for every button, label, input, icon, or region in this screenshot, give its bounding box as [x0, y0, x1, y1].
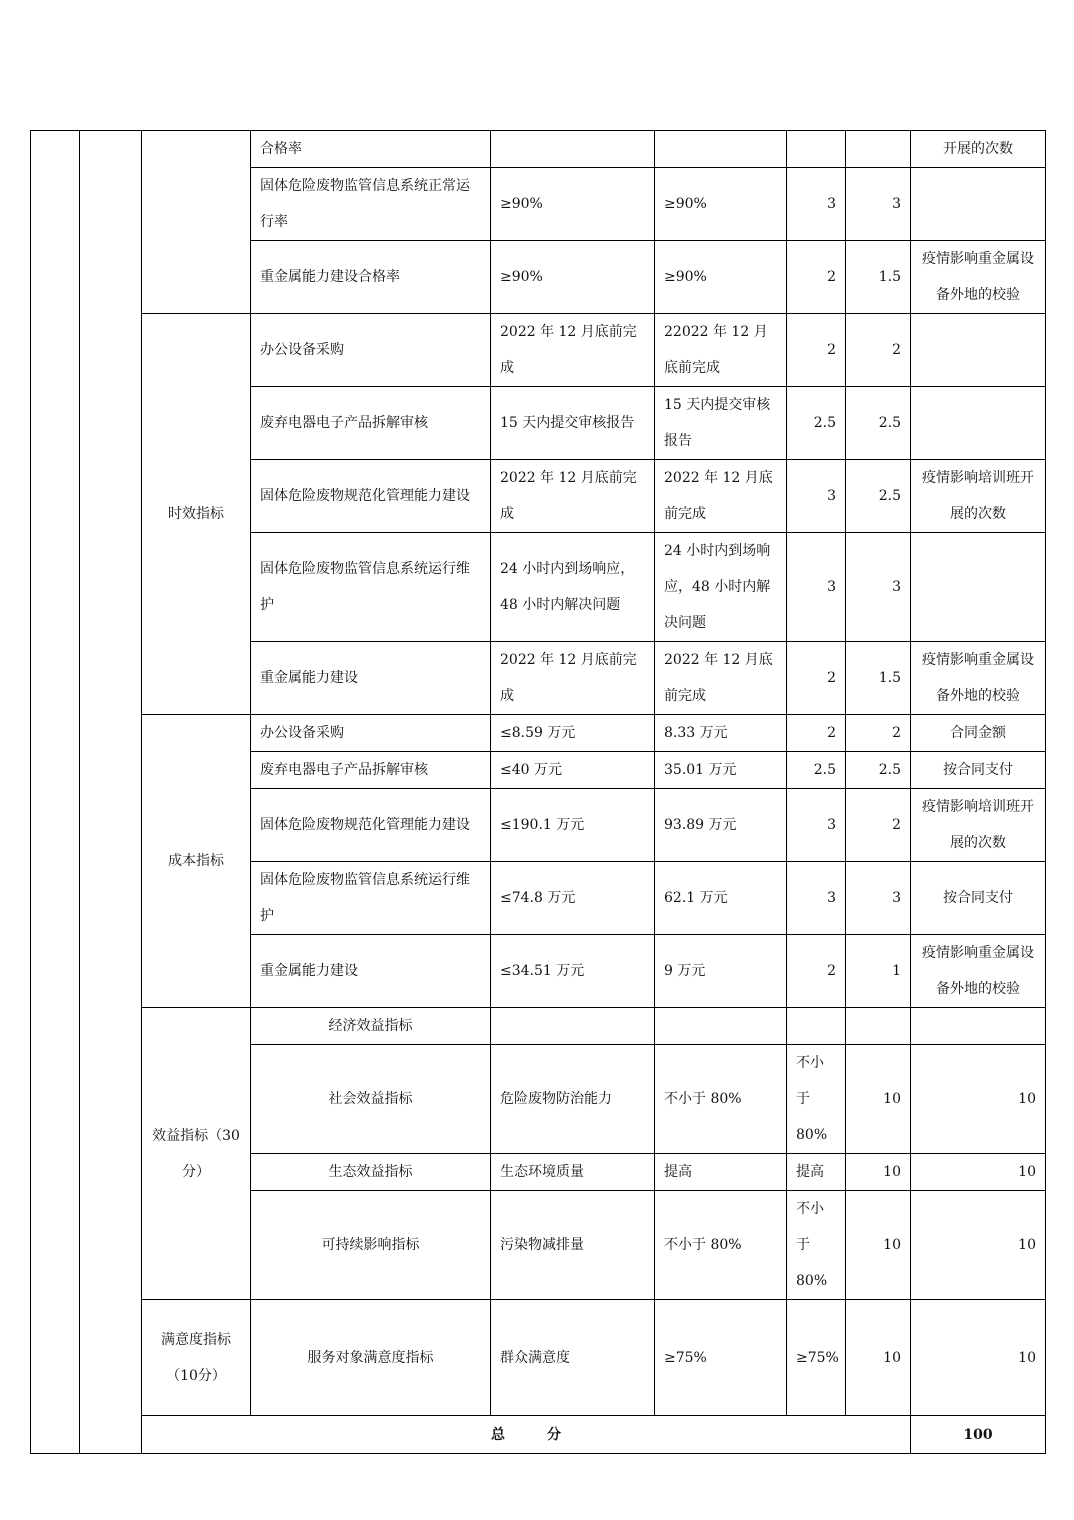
score-cell: 10 [911, 1154, 1046, 1191]
indicator-cell: 重金属能力建设 [251, 642, 491, 715]
weight-cell: 3 [787, 862, 846, 935]
category-cell: 经济效益指标 [251, 1008, 491, 1045]
actual-cell [655, 131, 787, 168]
category-cell: 社会效益指标 [251, 1045, 491, 1154]
indicator-cell: 污染物减排量 [491, 1191, 655, 1300]
score-cell: 2.5 [846, 752, 911, 789]
table-row [31, 131, 1046, 168]
actual-cell: 不小于 80% [787, 1191, 846, 1300]
target-cell: ≥75% [655, 1300, 787, 1416]
score-cell: 10 [911, 1191, 1046, 1300]
target-cell: 不小于 80% [655, 1045, 787, 1154]
actual-cell: 24 小时内到场响应，48 小时内解决问题 [655, 533, 787, 642]
weight-cell: 3 [787, 460, 846, 533]
target-cell [491, 131, 655, 168]
score-cell: 2.5 [846, 460, 911, 533]
score-cell: 1.5 [846, 241, 911, 314]
actual-cell: 2022 年 12 月底前完成 [655, 460, 787, 533]
indicator-cell: 废弃电器电子产品拆解审核 [251, 752, 491, 789]
category-cell: 时效指标 [142, 314, 251, 715]
indicator-cell: 合格率 [251, 131, 491, 168]
table-row [31, 715, 1046, 752]
total-label: 总 分 [142, 1416, 911, 1454]
note-cell [911, 168, 1046, 241]
note-cell [911, 314, 1046, 387]
actual-cell: 93.89 万元 [655, 789, 787, 862]
actual-cell: 2022 年 12 月底前完成 [655, 642, 787, 715]
actual-cell: 提高 [787, 1154, 846, 1191]
table-row [31, 1008, 1046, 1045]
score-cell: 10 [911, 1045, 1046, 1154]
weight-cell: 2 [787, 314, 846, 387]
score-cell [846, 131, 911, 168]
weight-cell: 10 [846, 1045, 911, 1154]
target-cell: 2022 年 12 月底前完成 [491, 642, 655, 715]
level1-cell [31, 131, 80, 1454]
score-cell: 2.5 [846, 387, 911, 460]
weight-cell: 3 [787, 168, 846, 241]
actual-cell: 62.1 万元 [655, 862, 787, 935]
actual-cell: 9 万元 [655, 935, 787, 1008]
actual-cell: 22022 年 12 月底前完成 [655, 314, 787, 387]
target-cell: ≤40 万元 [491, 752, 655, 789]
weight-cell: 2 [787, 715, 846, 752]
note-cell: 疫情影响重金属设备外地的校验 [911, 241, 1046, 314]
note-cell: 疫情影响重金属设备外地的校验 [911, 642, 1046, 715]
performance-table [30, 130, 1046, 1454]
indicator-cell: 群众满意度 [491, 1300, 655, 1416]
note-cell: 开展的次数 [911, 131, 1046, 168]
note-cell: 疫情影响培训班开展的次数 [911, 460, 1046, 533]
table-row [31, 1300, 1046, 1416]
score-cell: 1.5 [846, 642, 911, 715]
weight-cell: 10 [846, 1154, 911, 1191]
weight-cell: 3 [787, 533, 846, 642]
total-weight: 100 [911, 1416, 1046, 1454]
group-cell: 满意度指标（10分） [142, 1300, 251, 1416]
score-cell: 2 [846, 715, 911, 752]
weight-cell: 2.5 [787, 752, 846, 789]
indicator-cell: 固体危险废物监管信息系统运行维护 [251, 862, 491, 935]
table-row [31, 314, 1046, 387]
note-cell: 疫情影响重金属设备外地的校验 [911, 935, 1046, 1008]
note-cell [911, 533, 1046, 642]
actual-cell: 8.33 万元 [655, 715, 787, 752]
indicator-cell: 固体危险废物监管信息系统运行维护 [251, 533, 491, 642]
indicator-cell: 固体危险废物规范化管理能力建设 [251, 460, 491, 533]
category-cell [142, 131, 251, 314]
total-row [31, 1416, 1046, 1454]
score-cell: 3 [846, 862, 911, 935]
actual-cell: 不小于 80% [787, 1045, 846, 1154]
indicator-cell: 固体危险废物监管信息系统正常运行率 [251, 168, 491, 241]
indicator-cell: 办公设备采购 [251, 314, 491, 387]
target-cell: ≥90% [491, 241, 655, 314]
score-cell: 10 [911, 1300, 1046, 1416]
weight-cell [787, 131, 846, 168]
score-cell: 3 [846, 168, 911, 241]
indicator-cell: 生态环境质量 [491, 1154, 655, 1191]
actual-cell: 15 天内提交审核报告 [655, 387, 787, 460]
weight-cell: 2 [787, 241, 846, 314]
note-cell: 合同金额 [911, 715, 1046, 752]
indicator-cell: 重金属能力建设合格率 [251, 241, 491, 314]
target-cell: ≤190.1 万元 [491, 789, 655, 862]
category-cell: 服务对象满意度指标 [251, 1300, 491, 1416]
level2-cell [80, 131, 142, 1454]
target-cell: 15 天内提交审核报告 [491, 387, 655, 460]
category-cell: 生态效益指标 [251, 1154, 491, 1191]
target-cell: 24 小时内到场响应，48 小时内解决问题 [491, 533, 655, 642]
actual-cell [787, 1008, 846, 1045]
indicator-cell: 固体危险废物规范化管理能力建设 [251, 789, 491, 862]
score-cell [911, 1008, 1046, 1045]
score-cell: 2 [846, 314, 911, 387]
target-cell: ≤8.59 万元 [491, 715, 655, 752]
indicator-cell: 办公设备采购 [251, 715, 491, 752]
note-cell [911, 387, 1046, 460]
indicator-cell [491, 1008, 655, 1045]
note-cell: 按合同支付 [911, 862, 1046, 935]
actual-cell: ≥90% [655, 168, 787, 241]
weight-cell: 10 [846, 1191, 911, 1300]
score-cell: 1 [846, 935, 911, 1008]
indicator-cell: 危险废物防治能力 [491, 1045, 655, 1154]
category-cell: 可持续影响指标 [251, 1191, 491, 1300]
category-cell: 成本指标 [142, 715, 251, 1008]
weight-cell: 2 [787, 935, 846, 1008]
note-cell: 疫情影响培训班开展的次数 [911, 789, 1046, 862]
target-cell: ≤34.51 万元 [491, 935, 655, 1008]
target-cell: 提高 [655, 1154, 787, 1191]
actual-cell: ≥75% [787, 1300, 846, 1416]
weight-cell: 3 [787, 789, 846, 862]
actual-cell: ≥90% [655, 241, 787, 314]
weight-cell [846, 1008, 911, 1045]
weight-cell: 2 [787, 642, 846, 715]
target-cell: 2022 年 12 月底前完成 [491, 314, 655, 387]
target-cell [655, 1008, 787, 1045]
weight-cell: 10 [846, 1300, 911, 1416]
actual-cell: 35.01 万元 [655, 752, 787, 789]
target-cell: ≥90% [491, 168, 655, 241]
target-cell: 不小于 80% [655, 1191, 787, 1300]
score-cell: 3 [846, 533, 911, 642]
indicator-cell: 废弃电器电子产品拆解审核 [251, 387, 491, 460]
weight-cell: 2.5 [787, 387, 846, 460]
note-cell: 按合同支付 [911, 752, 1046, 789]
target-cell: ≤74.8 万元 [491, 862, 655, 935]
score-cell: 2 [846, 789, 911, 862]
group-cell: 效益指标（30分） [142, 1008, 251, 1300]
target-cell: 2022 年 12 月底前完成 [491, 460, 655, 533]
indicator-cell: 重金属能力建设 [251, 935, 491, 1008]
